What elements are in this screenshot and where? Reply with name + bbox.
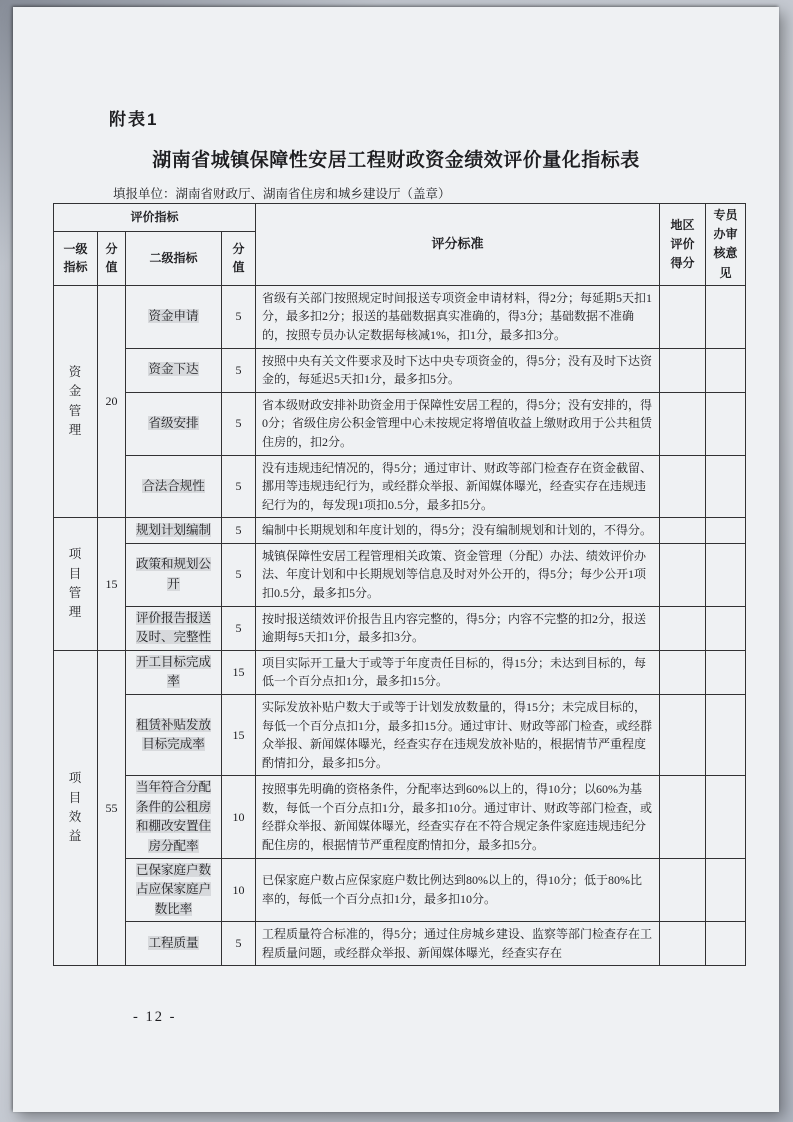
level2-score-cell: 10 <box>222 858 256 921</box>
level1-indicator-cell: 项目管理 <box>54 518 98 651</box>
level2-score-cell: 5 <box>222 348 256 392</box>
table-row <box>54 543 746 606</box>
header-level1-score: 分值 <box>98 231 126 285</box>
criteria-cell: 城镇保障性安居工程管理相关政策、资金管理（分配）办法、绩效评价办法、年度计划和中长期规划等信息及时对外公开的，得5分；每少公开1项扣0.5分，最多扣5分。 <box>256 543 660 606</box>
level2-indicator-label: 当年符合分配条件的公租房和棚改安置住房分配率 <box>135 780 211 853</box>
table-row <box>54 285 746 348</box>
indicator-table-container <box>53 203 745 966</box>
table-row <box>54 455 746 518</box>
criteria-cell: 省本级财政安排补助资金用于保障性安居工程的，得5分；没有安排的，得0分；省级住房公积金管理中心未按规定将增值收益上缴财政用于公共租赁住房的，扣2分。 <box>256 392 660 455</box>
criteria-cell: 按照中央有关文件要求及时下达中央专项资金的，得5分；没有及时下达资金的，每延迟5天扣1分，最多扣5分。 <box>256 348 660 392</box>
indicator-table <box>53 203 746 966</box>
header-level2-indicator: 二级指标 <box>126 231 222 285</box>
level1-indicator-cell: 资金管理 <box>54 285 98 518</box>
region-score-cell <box>660 392 706 455</box>
criteria-cell: 编制中长期规划和年度计划的，得5分；没有编制规划和计划的，不得分。 <box>256 518 660 544</box>
header-region-score: 地区评价得分 <box>660 204 706 286</box>
table-row <box>54 776 746 859</box>
level1-indicator-cell: 项目效益 <box>54 650 98 965</box>
table-row <box>54 650 746 694</box>
level2-score-cell: 15 <box>222 650 256 694</box>
level2-indicator-cell <box>126 858 222 921</box>
level2-indicator-label: 已保家庭户数占应保家庭户数比率 <box>135 862 211 916</box>
region-score-cell <box>660 695 706 776</box>
header-criteria: 评分标准 <box>256 204 660 286</box>
document-title: 湖南省城镇保障性安居工程财政资金绩效评价量化指标表 <box>152 150 640 171</box>
criteria-cell: 项目实际开工量大于或等于年度责任目标的，得15分；未达到目标的，每低一个百分点扣1分，最多扣15分。 <box>256 650 660 694</box>
auditor-opinion-cell <box>706 348 746 392</box>
level2-indicator-cell <box>126 455 222 518</box>
appendix-label: 附表1 <box>109 110 159 129</box>
region-score-cell <box>660 348 706 392</box>
criteria-cell: 省级有关部门按照规定时间报送专项资金申请材料，得2分；每延期5天扣1分，最多扣2分；报送的基础数据真实准确的，得3分；基础数据不准确的，按照专员办认定数据每核减1%，扣1分，最多扣3分。 <box>256 285 660 348</box>
level2-score-cell: 5 <box>222 285 256 348</box>
auditor-opinion-cell <box>706 518 746 544</box>
table-row <box>54 392 746 455</box>
auditor-opinion-cell <box>706 650 746 694</box>
table-row <box>54 518 746 544</box>
level1-score-cell: 20 <box>98 285 126 518</box>
level2-score-cell: 5 <box>222 543 256 606</box>
auditor-opinion-cell <box>706 776 746 859</box>
region-score-cell <box>660 543 706 606</box>
region-score-cell <box>660 650 706 694</box>
indicator-table-body <box>54 285 746 965</box>
region-score-cell <box>660 518 706 544</box>
level2-score-cell: 5 <box>222 455 256 518</box>
table-row <box>54 606 746 650</box>
table-row <box>54 695 746 776</box>
header-level2-score: 分值 <box>222 231 256 285</box>
auditor-opinion-cell <box>706 543 746 606</box>
table-row <box>54 348 746 392</box>
level2-indicator-cell <box>126 776 222 859</box>
auditor-opinion-cell <box>706 606 746 650</box>
level2-score-cell: 5 <box>222 606 256 650</box>
table-row <box>54 922 746 966</box>
indicator-table-header <box>54 204 746 286</box>
criteria-cell: 按照事先明确的资格条件，分配率达到60%以上的，得10分；以60%为基数，每低一个百分点扣1分，最多扣10分。通过审计、财政等部门检查，或经群众举报、新闻媒体曝光，经查实存在不符合规定条件家庭违规违纪分配住房的，根据情节严重程度酌情扣分，最多扣5分。 <box>256 776 660 859</box>
level1-score-cell: 15 <box>98 518 126 651</box>
document-page <box>13 7 779 1112</box>
auditor-opinion-cell <box>706 455 746 518</box>
level2-indicator-cell <box>126 285 222 348</box>
region-score-cell <box>660 922 706 966</box>
level2-indicator-cell <box>126 392 222 455</box>
level2-score-cell: 5 <box>222 392 256 455</box>
region-score-cell <box>660 606 706 650</box>
auditor-opinion-cell <box>706 285 746 348</box>
level2-indicator-cell <box>126 518 222 544</box>
auditor-opinion-cell <box>706 695 746 776</box>
level2-indicator-label: 评价报告报送及时、完整性 <box>135 610 211 645</box>
level2-indicator-label: 规划计划编制 <box>135 522 211 537</box>
level2-score-cell: 15 <box>222 695 256 776</box>
region-score-cell <box>660 776 706 859</box>
region-score-cell <box>660 455 706 518</box>
header-level1-indicator: 一级指标 <box>54 231 98 285</box>
level2-indicator-cell <box>126 348 222 392</box>
criteria-cell: 已保家庭户数占应保家庭户数比例达到80%以上的，得10分；低于80%比率的，每低一个百分点扣1分，最多扣10分。 <box>256 858 660 921</box>
level2-indicator-label: 资金申请 <box>148 308 199 323</box>
header-eval-indicator: 评价指标 <box>54 204 256 232</box>
criteria-cell: 工程质量符合标准的，得5分；通过住房城乡建设、监察等部门检查存在工程质量问题，或经群众举报、新闻媒体曝光，经查实存在 <box>256 922 660 966</box>
criteria-cell: 按时报送绩效评价报告且内容完整的，得5分；内容不完整的扣2分，报送逾期每5天扣1分，最多扣3分。 <box>256 606 660 650</box>
auditor-opinion-cell <box>706 858 746 921</box>
level2-indicator-label: 合法合规性 <box>142 478 205 493</box>
level2-indicator-cell <box>126 650 222 694</box>
level2-score-cell: 5 <box>222 922 256 966</box>
header-auditor-opinion: 专员办审核意见 <box>706 204 746 286</box>
level2-indicator-cell <box>126 543 222 606</box>
criteria-cell: 没有违规违纪情况的，得5分；通过审计、财政等部门检查存在资金截留、挪用等违规违纪行为，或经群众举报、新闻媒体曝光，经查实存在违规违纪行为的，每发现1项扣0.5分，最多扣5分。 <box>256 455 660 518</box>
auditor-opinion-cell <box>706 922 746 966</box>
level2-indicator-label: 租赁补贴发放目标完成率 <box>135 717 211 752</box>
region-score-cell <box>660 858 706 921</box>
auditor-opinion-cell <box>706 392 746 455</box>
criteria-cell: 实际发放补贴户数大于或等于计划发放数量的，得15分；未完成目标的，每低一个百分点扣1分，最多扣15分。通过审计、财政等部门检查，或经群众举报、新闻媒体曝光，经查实存在违规发放补贴的，根据情节严重程度酌情扣分，最多扣5分。 <box>256 695 660 776</box>
level2-indicator-label: 工程质量 <box>148 935 199 950</box>
filing-unit-line: 填报单位：湖南省财政厅、湖南省住房和城乡建设厅（盖章） <box>113 187 451 201</box>
region-score-cell <box>660 285 706 348</box>
level2-score-cell: 10 <box>222 776 256 859</box>
table-row <box>54 858 746 921</box>
level2-indicator-cell <box>126 922 222 966</box>
level2-indicator-cell <box>126 695 222 776</box>
level2-indicator-label: 政策和规划公开 <box>135 557 211 591</box>
level2-indicator-cell <box>126 606 222 650</box>
level2-indicator-label: 资金下达 <box>148 362 199 377</box>
level2-indicator-label: 开工目标完成率 <box>135 655 211 689</box>
level2-indicator-label: 省级安排 <box>148 415 199 430</box>
level1-score-cell: 55 <box>98 650 126 965</box>
level2-score-cell: 5 <box>222 518 256 544</box>
page-number: - 12 - <box>133 1009 177 1025</box>
